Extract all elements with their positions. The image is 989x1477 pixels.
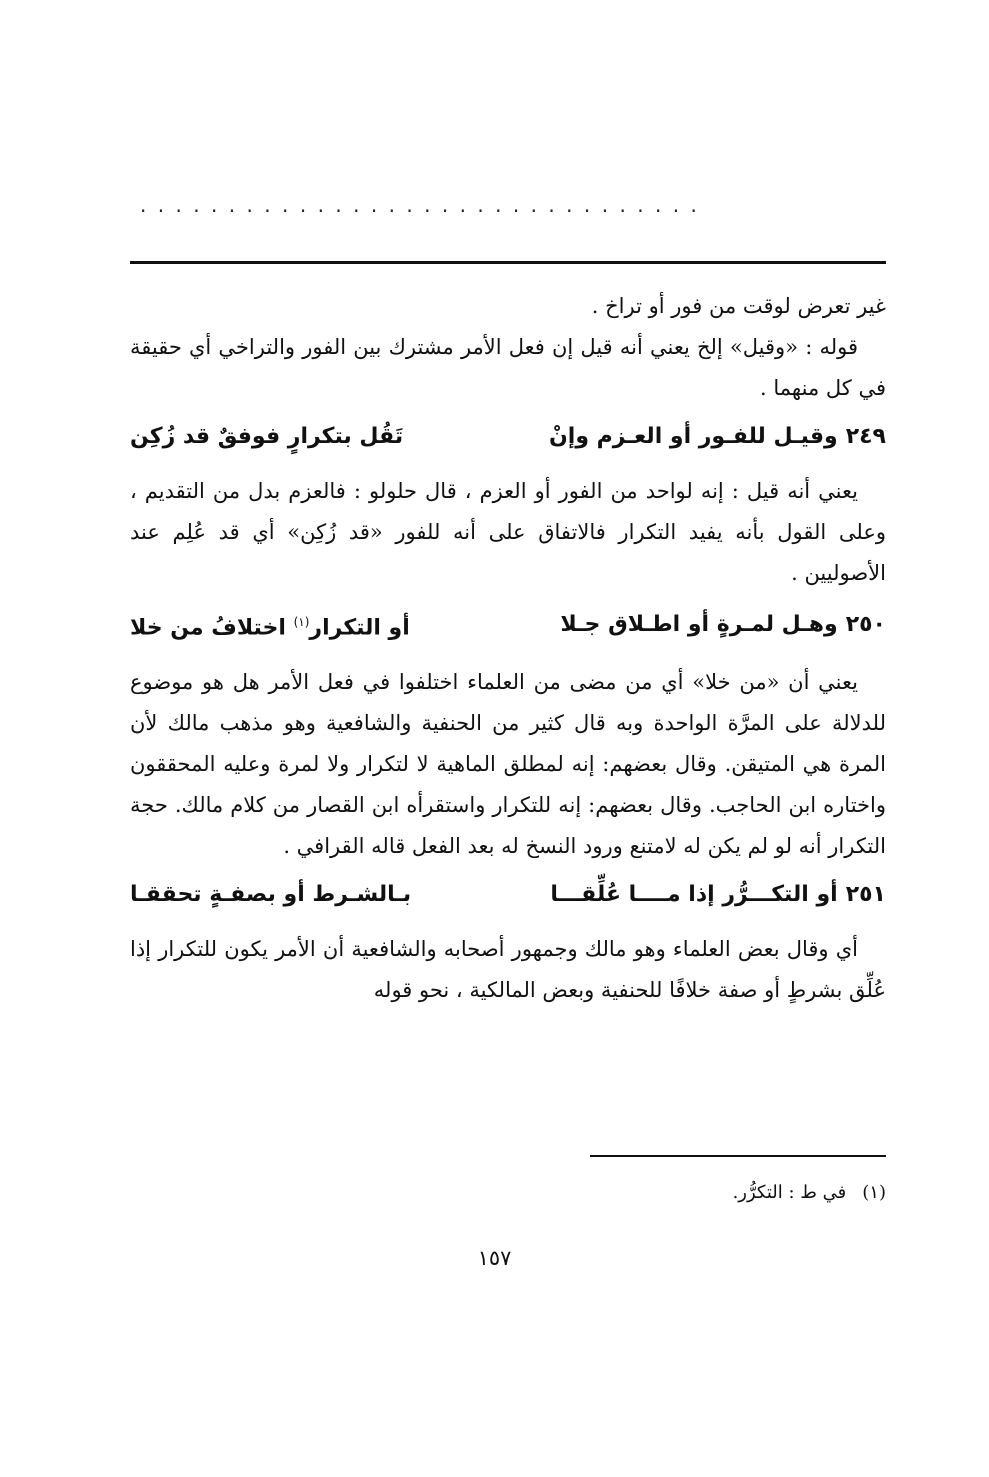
verse-first-hemistich bbox=[550, 873, 886, 917]
commentary-paragraph: قوله : «وقيل» إلخ يعني أنه قيل إن فعل الأمر مشترك بين الفور والتراخي أي حقيقة في كل منهما . bbox=[130, 335, 886, 400]
verse-second-hemistich: بـالشـرط أو بصفـةٍ تحققـا bbox=[130, 882, 412, 908]
verse-250 bbox=[130, 600, 886, 650]
verse-number: ٢٥١ bbox=[845, 882, 886, 908]
commentary-paragraph: يعني أن «من خلا» أي من مضى من العلماء اختلفوا في فعل الأمر هل هو موضوع للدلالة على المرَّة الواحدة وبه قال كثير من الحنفية والشافعية وهو مذهب مالك لأن المرة هي المتيقن. وقال بعضهم: إنه لمطلق الماهية لا لتكرار ولا لمرة وعليه المحققون واختاره ابن الحاجب. وقال بعضهم: إنه للتكرار واستقرأه ابن القصار من كلام مالك. حجة التكرار أنه لو لم يكن له لامتنع ورود النسخ له بعد الفعل قاله القرافي . bbox=[130, 670, 886, 859]
verse-second-hemistich: تَقُل بتكرارٍ فوفقٌ قد زُكِن bbox=[130, 424, 404, 449]
verse-249 bbox=[130, 415, 886, 459]
footnote-number: (١) bbox=[862, 1182, 886, 1203]
main-text bbox=[130, 286, 886, 1011]
footnote-reference[interactable]: (١) bbox=[293, 615, 310, 629]
header-dotted-line: ................................ bbox=[140, 193, 709, 217]
verse-text: وهـل لمـرةٍ أو اطـلاق جـلا bbox=[560, 612, 838, 638]
commentary-paragraph: أي وقال بعض العلماء وهو مالك وجمهور أصحابه والشافعية أن الأمر يكون للتكرار إذا عُلِّق بشرطٍ أو صفة خلافًا للحنفية وبعض المالكية ، نحو قوله bbox=[130, 937, 886, 1003]
footnote-rule bbox=[590, 1155, 886, 1157]
verse-251 bbox=[130, 873, 886, 917]
footnote bbox=[733, 1178, 886, 1208]
verse-text: أو التكرار bbox=[309, 615, 410, 641]
verse-first-hemistich bbox=[549, 415, 886, 459]
verse-second-hemistich bbox=[130, 600, 410, 650]
verse-first-hemistich bbox=[560, 603, 886, 647]
verse-text: اختلافُ من خلا bbox=[130, 615, 294, 641]
commentary-paragraph: يعني أنه قيل : إنه لواحد من الفور أو العزم ، قال حلولو : فالعزم بدل من التقديم ، وعلى القول بأنه يفيد التكرار فالاتفاق على أنه للفور «قد زُكِن» أي قد عُلِم عند الأصوليين . bbox=[130, 479, 886, 585]
verse-text: وقيـل للفـور أو العـزم وإنْ bbox=[549, 424, 838, 449]
page-number: ١٥٧ bbox=[477, 1246, 512, 1270]
footnote-text: في ط : التكرُّر. bbox=[732, 1182, 847, 1203]
paragraph-continuation: غير تعرض لوقت من فور أو تراخ . bbox=[591, 294, 886, 318]
verse-text: أو التكـــرُّر إذا مــــا عُلِّقـــا bbox=[550, 882, 838, 908]
header-rule bbox=[130, 261, 886, 264]
verse-number: ٢٥٠ bbox=[845, 612, 886, 638]
verse-number: ٢٤٩ bbox=[845, 424, 886, 449]
